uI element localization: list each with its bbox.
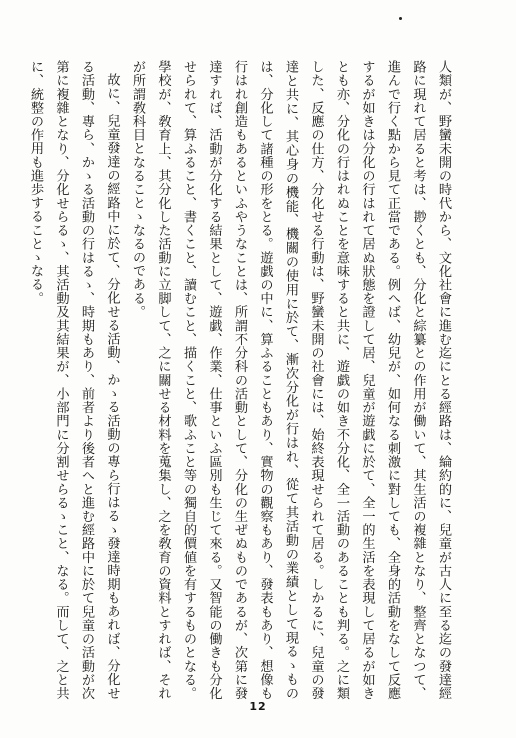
vertical-text-block [28, 60, 456, 700]
ink-speck [399, 17, 402, 20]
page-number: 12 [249, 700, 267, 713]
paragraph-2: 故に、兒童發達の經路中に於て、分化せる活動、かゝる活動の專ら行はるゝ發達時期もあれば、分化せる活動、專ら、かゝる活動の行はるゝ、時期もあり、前者より後者へと進む經路中に於て兒童の活動が次第に複雜となり、分化せらるゝ、其活動及其結果が、小部門に分割せらるゝこと、なる。而して、之と共に、統整の作用も進歩することゝなる。 [28, 60, 120, 700]
paragraph-1: 人類が、野蠻未開の時代から、文化社會に進む迄にとる經路は、綸約的に、兒童が古人に至る迄の發達經路に現れて居ると考は、尠くとも、分化と綜纂との作用が働いて、其生活の複雜となり、整齊となつて、進んで行く點から見て正當である。例へば、幼兒が、如何なる刺激に對しても、全身的活動をなして反應するが如きは分化の行はれて居ぬ狀態を證して居、兒童が遊戯に於て、全一的生活を表現して居るが如きとも亦、分化の行はれぬことを意味すると共に、遊戯の如き不分化、全一活動のあることも判る。之に類した、反應の仕方、分化せる行動は、野蠻未開の社會には、始終表現せられて居る。しかるに、兒童の發達と共に、其心身の機能、機關の使用に於て、漸次分化が行はれ、從て其活動の業績として現るゝものは、分化して諸種の形をとる。遊戯の中に、算ふることもあり、實物の觀察もあり、發表もあり、想像も行はれ創造もあるといふやうなことは、所謂不分科の活動として、分化の生ぜぬものであるが、次第に發達すれば、活動が分化する結果として、遊戯、作業、仕事といふ區別も生じて來る。又智能の働きも分化せられて、算ふること、書くこと、讀むこと、描くこと、歌ふこと等の獨自的價値を有するものとなる。學校が、敎育上、其分化した活動に立脚して、之に關せる材料を蒐集し、之を敎育の資料とすれば、それが所謂敎科目となることゝなるのである。 [130, 60, 451, 700]
